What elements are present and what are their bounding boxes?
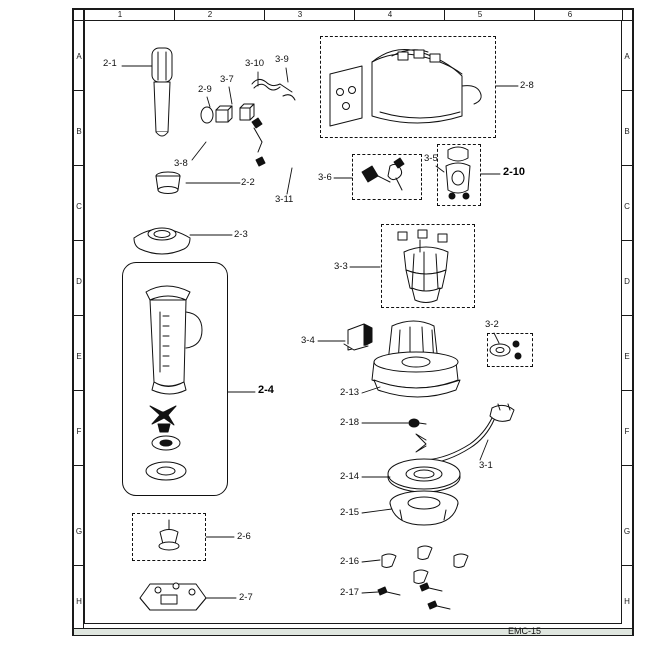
row-tick-left-f: F [76,427,82,436]
group-cord-clamp [437,144,481,206]
row-tick-left-h: H [76,597,82,606]
callout-2-13[interactable]: 2-13 [340,387,360,398]
callout-2-8[interactable]: 2-8 [520,80,534,91]
group-jar [122,262,228,496]
drawing-margin-bar [72,8,84,636]
callout-2-9[interactable]: 2-9 [198,84,212,95]
drawing-code: EMC-15 [508,626,542,636]
callout-3-1[interactable]: 3-1 [479,460,493,471]
row-tick-left-b: B [76,127,82,136]
callout-3-7[interactable]: 3-7 [220,74,234,85]
callout-3-8[interactable]: 3-8 [174,158,188,169]
row-tick-right-a: A [624,52,630,61]
group-motor-assembly [381,224,475,308]
callout-2-15[interactable]: 2-15 [340,507,360,518]
row-tick-left-a: A [76,52,82,61]
callout-3-6[interactable]: 3-6 [318,172,332,183]
callout-3-2[interactable]: 3-2 [485,319,499,330]
callout-2-7[interactable]: 2-7 [239,592,253,603]
callout-3-11[interactable]: 3-11 [275,194,294,205]
callout-2-17[interactable]: 2-17 [340,587,360,598]
row-tick-left-c: C [76,202,82,211]
callout-2-16[interactable]: 2-16 [340,556,360,567]
column-tick-6: 6 [567,10,573,19]
row-tick-right-d: D [624,277,630,286]
callout-2-1[interactable]: 2-1 [103,58,117,69]
column-tick-1: 1 [117,10,123,19]
callout-2-14[interactable]: 2-14 [340,471,360,482]
callout-2-6[interactable]: 2-6 [237,531,251,542]
column-tick-4: 4 [387,10,393,19]
row-tick-right-e: E [624,352,630,361]
group-switch-parts [352,154,422,200]
callout-2-10[interactable]: 2-10 [503,166,526,178]
column-tick-3: 3 [297,10,303,19]
row-tick-left-d: D [76,277,82,286]
callout-3-5[interactable]: 3-5 [424,153,438,164]
group-motor-housing [320,36,496,138]
row-tick-right-g: G [623,527,631,536]
callout-2-18[interactable]: 2-18 [340,417,360,428]
drawing-bottom-band [74,628,632,635]
callout-3-10[interactable]: 3-10 [245,58,265,69]
row-tick-right-c: C [624,202,630,211]
callout-2-2[interactable]: 2-2 [241,177,255,188]
row-tick-right-f: F [624,427,630,436]
callout-3-9[interactable]: 3-9 [275,54,289,65]
column-tick-5: 5 [477,10,483,19]
row-tick-right-b: B [624,127,630,136]
callout-3-3[interactable]: 3-3 [334,261,348,272]
row-tick-left-g: G [75,527,83,536]
group-seal [132,513,206,561]
row-tick-right-h: H [624,597,630,606]
callout-2-3[interactable]: 2-3 [234,229,248,240]
row-tick-left-e: E [76,352,82,361]
column-tick-2: 2 [207,10,213,19]
callout-2-4[interactable]: 2-4 [258,384,274,396]
callout-3-4[interactable]: 3-4 [301,335,315,346]
group-switch-plate [487,333,533,367]
